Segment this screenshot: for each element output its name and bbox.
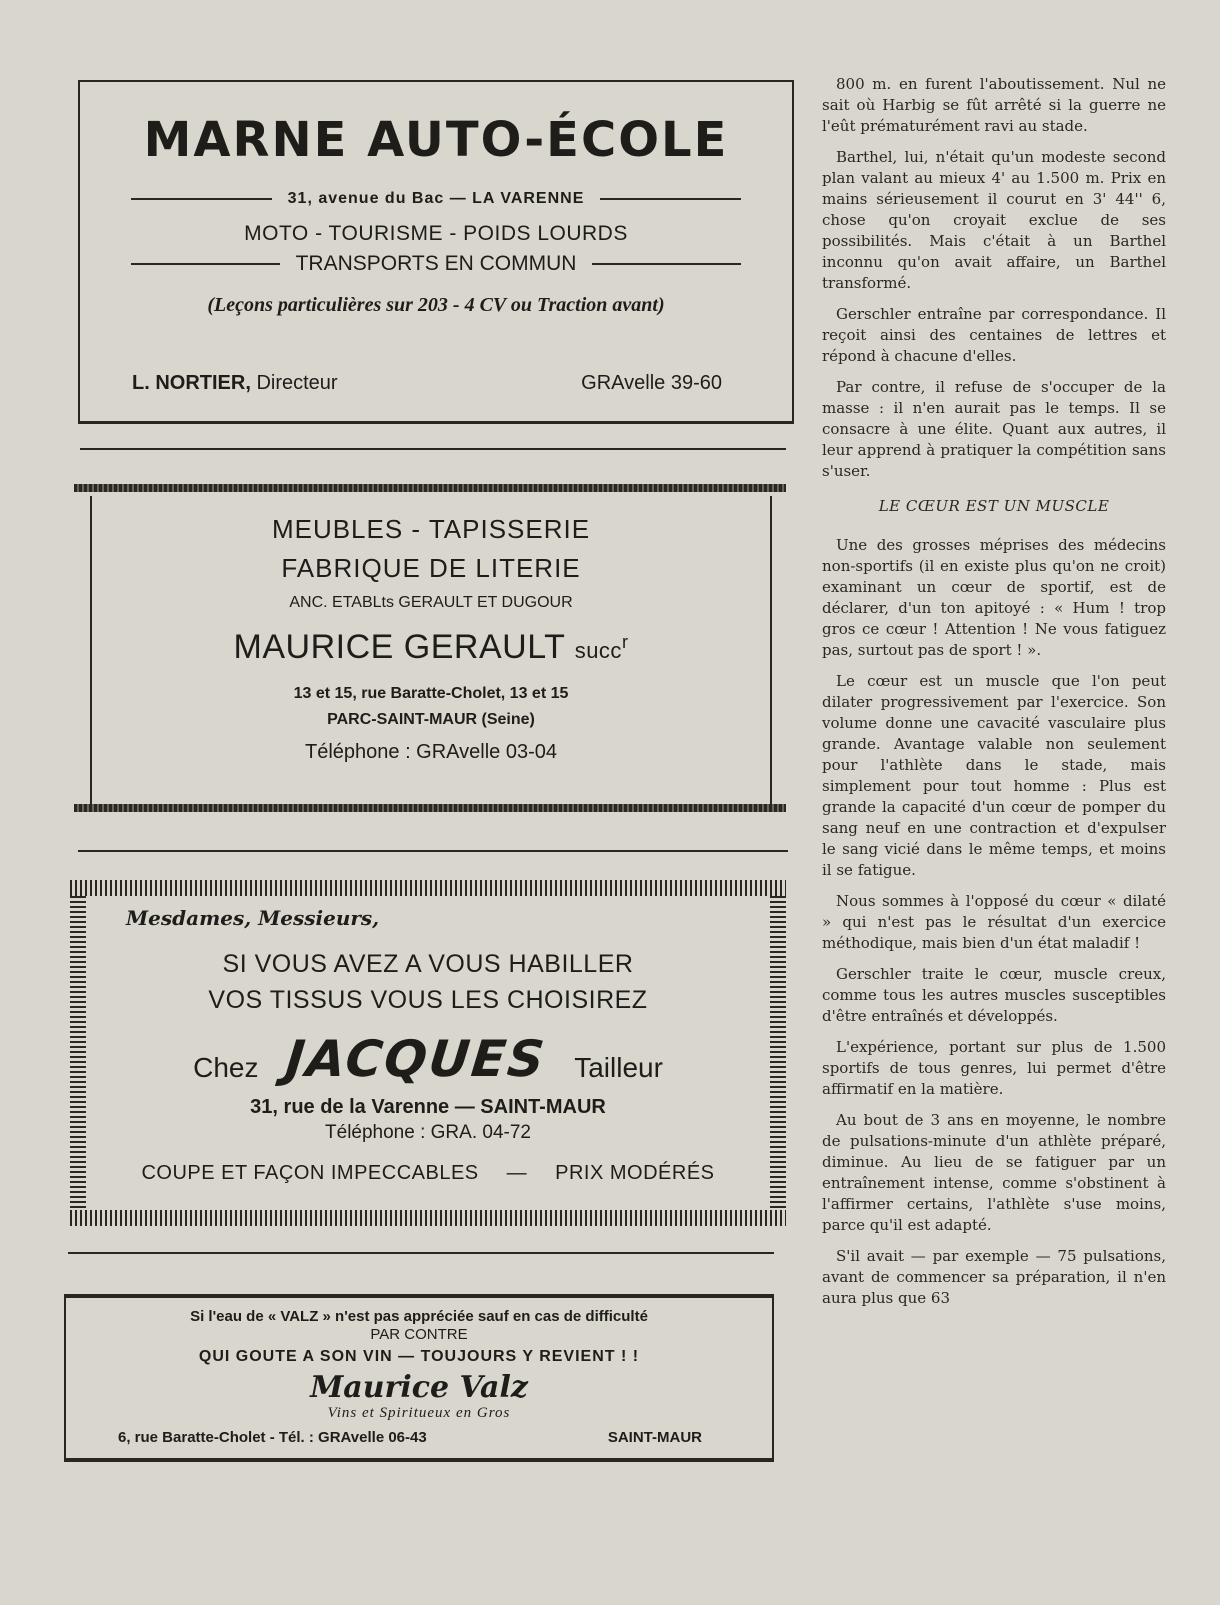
ad-address-row xyxy=(131,190,741,208)
divider xyxy=(131,198,272,200)
ad-address: 31, avenue du Bac — LA VARENNE xyxy=(287,190,585,207)
frame-top-bar xyxy=(74,484,786,492)
director-title: Directeur xyxy=(256,372,338,394)
ad-line-2: PAR CONTRE xyxy=(370,1326,468,1343)
ad-address: 6, rue Baratte-Cholet - Tél. : GRAvelle 06-43 xyxy=(118,1429,427,1446)
article-paragraph: Une des grosses méprises des médecins non-sportifs (il en existe plus qu'on ne croit) examinant un cœur de sportif, est de déclarer, d'un ton apitoyé : « Hum ! trop gros ce cœur ! Attention ! Ne vous fatiguez pas, surtout pas de sport ! ». xyxy=(822,536,1166,659)
ad-line-1: SI VOUS AVEZ A VOUS HABILLER xyxy=(222,950,634,978)
ad-maurice-valz xyxy=(64,1298,774,1458)
ad-owner: MAURICE GERAULT xyxy=(233,628,565,666)
divider xyxy=(131,263,280,265)
ad-trade: Tailleur xyxy=(574,1052,663,1083)
ad-title: MARNE AUTO-ÉCOLE xyxy=(143,112,729,168)
ad-phone: Téléphone : GRA. 04-72 xyxy=(325,1122,531,1143)
ad-name: Maurice Valz xyxy=(310,1370,528,1405)
ad-owner-suffix: succ xyxy=(574,638,622,663)
frame-hatch-top xyxy=(70,880,786,896)
ad-greeting: Mesdames, Messieurs, xyxy=(126,906,380,930)
frame-bottom-bar xyxy=(64,1458,774,1462)
article-column xyxy=(822,74,1166,1319)
ad-line-1: MEUBLES - TAPISSERIE xyxy=(271,514,591,544)
ad-address: 13 et 15, rue Baratte-Cholet, 13 et 15 xyxy=(293,685,569,702)
article-paragraph: S'il avait — par exemple — 75 pulsations, avant de commencer sa préparation, il n'en aura plus que 63 xyxy=(822,1247,1166,1307)
ad-footer xyxy=(118,1429,702,1446)
ad-slogan-sep: — xyxy=(506,1162,528,1184)
divider xyxy=(600,198,741,200)
article-subheading: LE CŒUR EST UN MUSCLE xyxy=(878,497,1110,515)
ad-transports-row xyxy=(131,252,741,276)
article-paragraph: Barthel, lui, n'était qu'un modeste second plan valant au mieux 4' au 1.500 m. Prix en mains sérieusement il courut en 3' 44'' 6, chose qu'on croyait exclue de ses possibilités. Mais c'était à un Barthel inconnu qu'on avait affaire, un Barthel transformé. xyxy=(822,148,1166,292)
ad-brand: JACQUES xyxy=(283,1030,550,1088)
ad-chez: Chez xyxy=(193,1052,259,1083)
ad-marne-auto-ecole xyxy=(78,80,794,424)
ad-owner-row xyxy=(92,628,770,667)
article-paragraph: Nous sommes à l'opposé du cœur « dilaté » qui n'est pas le résultat d'un exercice méthodique, mais bien d'un état maladif ! xyxy=(822,892,1166,952)
separator-rule xyxy=(68,1252,774,1254)
frame-bottom-bar xyxy=(74,804,786,812)
ad-slogan-left: COUPE ET FAÇON IMPECCABLES xyxy=(141,1162,479,1184)
ad-director xyxy=(132,372,338,395)
ad-transports: TRANSPORTS EN COMMUN xyxy=(295,252,577,275)
ad-line-2: VOS TISSUS VOUS LES CHOISIREZ xyxy=(208,986,648,1014)
ad-line-3: ANC. ETABLts GERAULT ET DUGOUR xyxy=(289,594,573,611)
ad-brand-row xyxy=(70,1030,786,1088)
ad-jacques-tailleur xyxy=(70,880,786,1226)
ad-city: SAINT-MAUR xyxy=(607,1429,702,1446)
ad-services: MOTO - TOURISME - POIDS LOURDS xyxy=(244,222,628,245)
ad-tagline: Vins et Spiritueux en Gros xyxy=(327,1405,511,1421)
article-paragraph: L'expérience, portant sur plus de 1.500 sportifs de tous genres, lui permet d'être affirmatif en la matière. xyxy=(822,1038,1166,1098)
article-paragraph: Gerschler entraîne par correspondance. Il reçoit ainsi des centaines de lettres et répond à chacune d'elles. xyxy=(822,305,1166,365)
article-paragraph: Par contre, il refuse de s'occuper de la masse : il n'en aurait pas le temps. Il se consacre à une élite. Quant aux autres, il leur apprend à pratiquer la compétition sans s'user. xyxy=(822,378,1166,480)
ad-line-3: QUI GOUTE A SON VIN — TOUJOURS Y REVIENT ! ! xyxy=(198,1348,640,1365)
article-paragraph: Au bout de 3 ans en moyenne, le nombre de pulsations-minute d'un athlète préparé, diminue. Au lieu de se fatiguer par un entraînement intense, comme s'obstinent à l'affirmer certains, l'athlète s'use moins, parce qu'il est adapté. xyxy=(822,1111,1166,1234)
ad-address: 31, rue de la Varenne — SAINT-MAUR xyxy=(250,1096,606,1118)
article-paragraph: 800 m. en furent l'aboutissement. Nul ne sait où Harbig se fût arrêté si la guerre ne l'eût prématurément ravi au stade. xyxy=(822,75,1166,135)
ad-meubles-gerault xyxy=(90,496,772,804)
separator-rule xyxy=(78,850,788,852)
ad-footer xyxy=(132,372,722,395)
article-paragraph: Gerschler traite le cœur, muscle creux, comme tous les autres muscles susceptibles d'être entraînés et développés. xyxy=(822,965,1166,1025)
ad-line-2: FABRIQUE DE LITERIE xyxy=(281,553,581,583)
ad-phone: GRAvelle 39-60 xyxy=(581,372,722,394)
director-name: L. NORTIER, xyxy=(132,372,251,394)
frame-top-bar xyxy=(64,1294,774,1298)
ad-owner-suffix-sup: r xyxy=(621,632,629,652)
article-paragraph: Le cœur est un muscle que l'on peut dilater progressivement par l'exercice. Son volume donne une cavacité vasculaire plus grande. Avantage valable non seulement pour l'athlète dans le stade, mais simplement pour tout homme : Plus est grande la capacité d'un cœur de pomper du sang neuf en une contraction et d'expulser le sang vicié dans le même temps, et moins il se fatigue. xyxy=(822,672,1166,879)
separator-rule xyxy=(80,448,786,450)
ad-slogan xyxy=(122,1162,734,1185)
ad-lessons: (Leçons particulières sur 203 - 4 CV ou Traction avant) xyxy=(207,294,665,316)
ad-city: PARC-SAINT-MAUR (Seine) xyxy=(327,711,535,728)
frame-hatch-bottom xyxy=(70,1210,786,1226)
ad-line-1: Si l'eau de « VALZ » n'est pas appréciée sauf en cas de difficulté xyxy=(190,1308,648,1325)
ad-slogan-right: PRIX MODÉRÉS xyxy=(555,1162,715,1184)
divider xyxy=(592,263,741,265)
ad-phone: Téléphone : GRAvelle 03-04 xyxy=(304,741,557,763)
